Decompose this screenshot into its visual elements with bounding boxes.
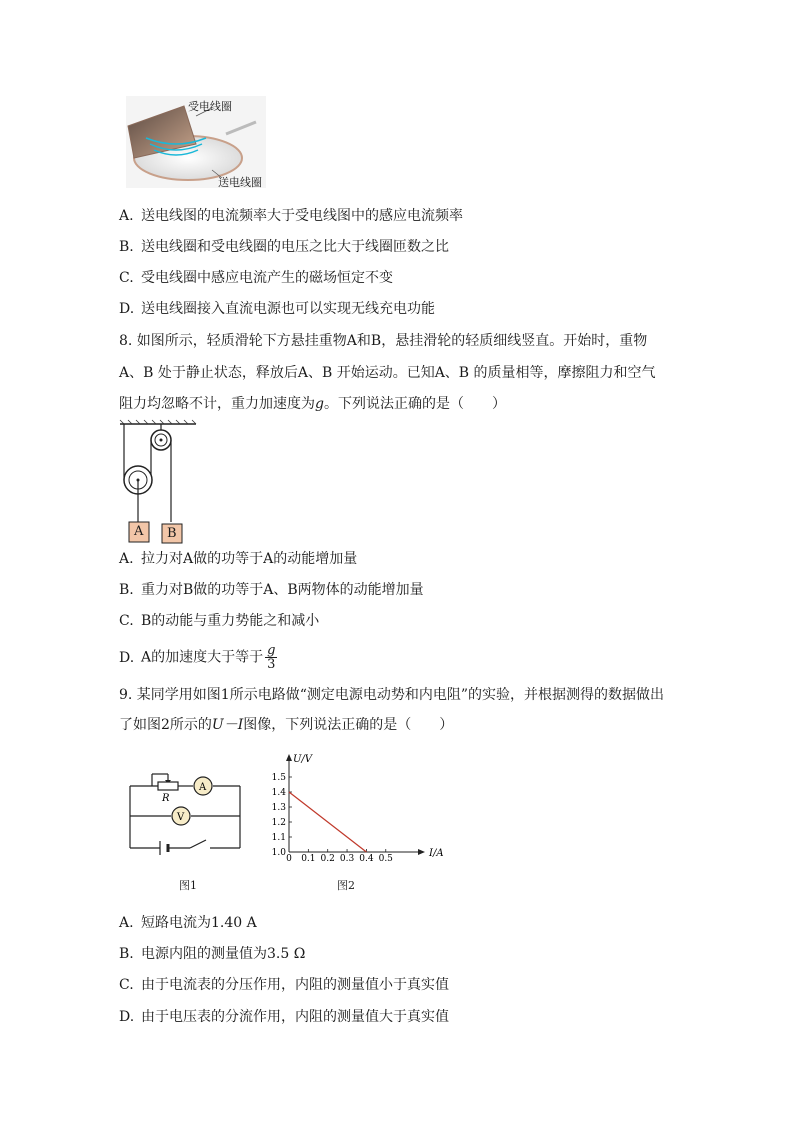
q8-stem-line-3: 阻力均忽略不计，重力加速度为g。下列说法正确的是（ ） — [119, 396, 506, 412]
y-tick-label: 1.2 — [271, 818, 286, 828]
circuit-figure — [126, 770, 246, 862]
ammeter-symbol: A — [199, 782, 207, 793]
figure-2-caption: 图2 — [337, 879, 355, 892]
q7-option-a: A. 送电线图的电流频率大于受电线图中的感应电流频率 — [119, 208, 463, 224]
x-axis-label: I/A — [429, 848, 444, 859]
x-axis-arrow — [418, 849, 425, 855]
x-tick-label: 0 — [286, 854, 292, 864]
figure-1-caption: 图1 — [179, 879, 197, 892]
rheostat — [158, 782, 178, 790]
resistor-symbol: R — [162, 793, 170, 804]
y-axis-arrow — [286, 754, 292, 761]
q9-option-c: C. 由于电流表的分压作用，内阻的测量值小于真实值 — [119, 977, 449, 993]
x-tick-label: 0.4 — [359, 854, 374, 864]
block-a-label: A — [134, 524, 144, 539]
y-tick-label: 1.0 — [271, 848, 286, 858]
block-b-label: B — [167, 526, 177, 541]
receive-coil-label: 受电线圈 — [188, 100, 232, 113]
y-tick-label: 1.1 — [271, 833, 286, 843]
q8-option-a: A. 拉力对A做的功等于A的动能增加量 — [119, 551, 358, 567]
q9-option-b: B. 电源内阻的测量值为3.5 Ω — [119, 946, 306, 962]
x-tick-label: 0.5 — [378, 854, 393, 864]
x-tick-label: 0.3 — [339, 854, 355, 864]
q9-option-d: D. 由于电压表的分流作用，内阻的测量值大于真实值 — [119, 1009, 449, 1025]
q7-option-c: C. 受电线圈中感应电流产生的磁场恒定不变 — [119, 270, 393, 286]
y-tick-label: 1.4 — [271, 788, 286, 798]
q8-stem-line-1: 8. 如图所示，轻质滑轮下方悬挂重物A和B，悬挂滑轮的轻质细线竖直。开始时，重物 — [119, 333, 648, 349]
q9-option-a: A. 短路电流为1.40 A — [119, 915, 257, 931]
u-i-chart — [262, 752, 444, 872]
u-i-line — [289, 792, 366, 852]
q8-option-b: B. 重力对B做的功等于A、B两物体的动能增加量 — [119, 582, 424, 598]
q9-stem-line-1: 9. 某同学用如图1所示电路做“测定电源电动势和内电阻”的实验，并根据测得的数据做出 — [119, 687, 665, 703]
q8-option-c: C. B的动能与重力势能之和减小 — [119, 613, 320, 629]
q9-stem-line-2: 了如图2所示的U－I图像，下列说法正确的是（ ） — [119, 717, 454, 733]
pulley-figure — [118, 420, 198, 546]
x-tick-label: 0.2 — [320, 854, 335, 864]
q8-stem-line-2: A、B 处于静止状态，释放后A、B 开始运动。已知A、B 的质量相等，摩擦阻力和空气 — [119, 365, 656, 381]
voltmeter-symbol: V — [177, 812, 185, 823]
y-tick-label: 1.5 — [271, 773, 286, 783]
send-coil-label: 送电线圈 — [218, 176, 262, 189]
y-axis-label: U/V — [293, 754, 313, 765]
q8-option-d: D. A的加速度大于等于 $\frac{g}{3}$ — [119, 643, 276, 672]
q7-option-d: D. 送电线圈接入直流电源也可以实现无线充电功能 — [119, 301, 435, 317]
q7-option-b: B. 送电线圈和受电线圈的电压之比大于线圈匝数之比 — [119, 239, 449, 255]
y-tick-label: 1.3 — [271, 803, 286, 813]
fraction-g-over-3: $\frac{g}{3}$ — [267, 643, 276, 672]
x-tick-label: 0.1 — [301, 854, 316, 864]
